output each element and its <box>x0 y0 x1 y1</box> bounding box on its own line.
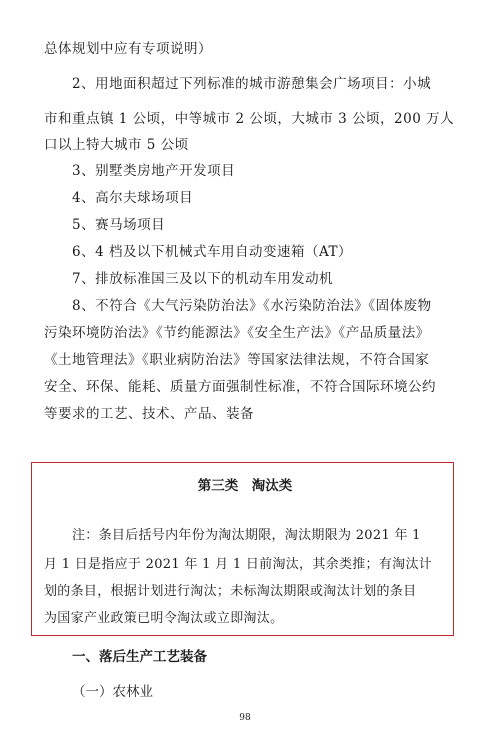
section-title: 第三类 淘汰类 <box>197 478 293 494</box>
chapter-heading: 一、落后生产工艺装备 <box>72 649 207 665</box>
text-line: 市和重点镇 1 公顷，中等城市 2 公顷，大城市 3 公顷，200 万人 <box>44 111 455 127</box>
note-line: 为国家产业政策已明令淘汰或立即淘汰。 <box>44 611 284 626</box>
list-item-2: 2、用地面积超过下列标准的城市游憩集会广场项目：小城 <box>72 76 432 92</box>
list-item-8: 8、不符合《大气污染防治法》《水污染防治法》《固体废物 <box>72 298 432 314</box>
list-item-6: 6、4 档及以下机械式车用自动变速箱（AT） <box>72 244 352 260</box>
text-line: 口以上特大城市 5 公顷 <box>44 137 189 153</box>
list-item-7: 7、排放标准国三及以下的机动车用发动机 <box>72 271 334 287</box>
text-line: 《土地管理法》《职业病防治法》等国家法律法规，不符合国家 <box>44 352 430 368</box>
page-number: 98 <box>239 713 251 723</box>
list-item-5: 5、赛马场项目 <box>72 217 166 233</box>
list-item-3: 3、别墅类房地产开发项目 <box>72 163 236 179</box>
subsection-heading: （一）农林业 <box>72 684 153 700</box>
list-item-4: 4、高尔夫球场项目 <box>72 190 194 206</box>
text-line: 总体规划中应有专项说明） <box>44 41 212 57</box>
note-line: 注：条目后括号内年份为淘汰期限，淘汰期限为 2021 年 1 <box>72 528 421 543</box>
note-line: 月 1 日是指应于 2021 年 1 月 1 日前淘汰，其余类推；有淘汰计 <box>44 557 433 572</box>
note-line: 划的条目，根据计划进行淘汰；未标淘汰期限或淘汰计划的条目 <box>44 584 417 599</box>
text-line: 污染环境防治法》《节约能源法》《安全生产法》《产品质量法》 <box>44 325 430 341</box>
text-line: 安全、环保、能耗、质量方面强制性标准，不符合国际环境公约 <box>44 379 436 395</box>
text-line: 等要求的工艺、技术、产品、装备 <box>44 406 254 422</box>
